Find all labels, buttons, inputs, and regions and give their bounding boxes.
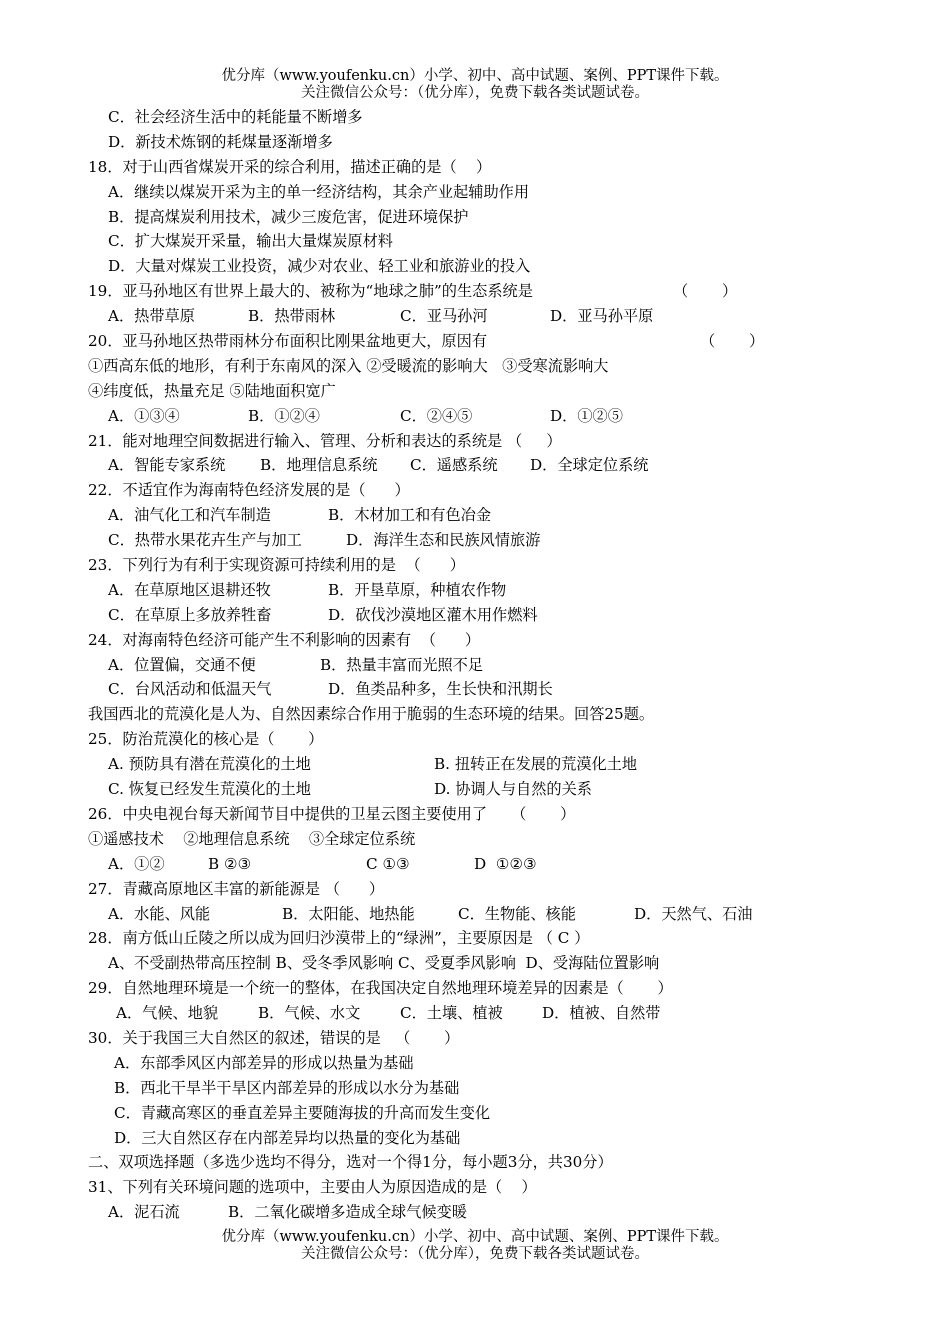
option-b-20: B．①②④ bbox=[248, 406, 320, 425]
question-29: 29．自然地理环境是一个统一的整体，在我国决定自然地理环境差异的因素是（ ） bbox=[88, 979, 673, 998]
options-25-row-2 bbox=[88, 777, 888, 802]
question-31: 31、下列有关环境问题的选项中，主要由人为原因造成的是（ ） bbox=[88, 1178, 537, 1197]
question-19-text: 19．亚马孙地区有世界上最大的、被称为“地球之肺”的生态系统是 bbox=[88, 282, 533, 301]
options-28: A、不受副热带高压控制 B、受冬季风影响 C、受夏季风影响 D、受海陆位置影响 bbox=[108, 954, 660, 973]
options-26 bbox=[88, 852, 888, 877]
question-20-reason-1: ①西高东低的地形，有利于东南风的深入 ②受暖流的影响大 ③受寒流影响大 bbox=[88, 356, 609, 375]
footer-line-1: 优分库（www.youfenku.cn）小学、初中、高中试题、案例、PPT课件下载。 bbox=[221, 1229, 729, 1245]
option-b-31: B．二氧化碳增多造成全球气候变暖 bbox=[228, 1203, 467, 1222]
option-a-23: A．在草原地区退耕还牧 bbox=[108, 580, 271, 599]
option-d-24: D．鱼类品种多，生长快和汛期长 bbox=[328, 680, 553, 699]
option-a-22: A．油气化工和汽车制造 bbox=[108, 506, 271, 525]
question-18: 18．对于山西省煤炭开采的综合利用，描述正确的是（ ） bbox=[88, 157, 492, 176]
question-23: 23．下列行为有利于实现资源可持续利用的是 （ ） bbox=[88, 556, 465, 575]
option-d-30: D．三大自然区存在内部差异均以热量的变化为基础 bbox=[114, 1128, 461, 1147]
option-b-19: B．热带雨林 bbox=[248, 307, 336, 326]
question-22: 22．不适宜作为海南特色经济发展的是（ ） bbox=[88, 481, 410, 500]
question-20-text: 20．亚马孙地区热带雨林分布面积比刚果盆地更大，原因有 bbox=[88, 332, 488, 351]
option-d-29: D．植被、自然带 bbox=[542, 1004, 661, 1023]
option-b-30: B．西北干旱半干旱区内部差异的形成以水分为基础 bbox=[114, 1078, 460, 1097]
options-23-row-1 bbox=[88, 578, 888, 603]
option-a-18: A．继续以煤炭开采为主的单一经济结构，其余产业起辅助作用 bbox=[108, 182, 530, 201]
question-body bbox=[88, 105, 888, 1225]
options-20 bbox=[88, 404, 888, 429]
option-b-26: B ②③ bbox=[208, 854, 252, 873]
question-28: 28．南方低山丘陵之所以成为回归沙漠带上的“绿洲”，主要原因是 （ C ） bbox=[88, 929, 590, 948]
option-b-25: B. 扭转正在发展的荒漠化土地 bbox=[434, 755, 638, 774]
option-a-26: A．①② bbox=[108, 854, 165, 873]
option-b-22: B．木材加工和有色冶金 bbox=[328, 506, 492, 525]
options-29 bbox=[88, 1001, 888, 1026]
question-26: 26．中央电视台每天新闻节目中提供的卫星云图主要使用了 （ ） bbox=[88, 804, 576, 823]
option-b-23: B．开垦草原，种植农作物 bbox=[328, 580, 507, 599]
header-line-2: 关注微信公众号：（优分库），免费下载各类试题试卷。 bbox=[301, 85, 649, 101]
option-a-20: A．①③④ bbox=[108, 406, 180, 425]
passage-25: 我国西北的荒漠化是人为、自然因素综合作用于脆弱的生态环境的结果。回答25题。 bbox=[88, 705, 655, 724]
question-27: 27．青藏高原地区丰富的新能源是 （ ） bbox=[88, 879, 385, 898]
option-d-25: D. 协调人与自然的关系 bbox=[434, 780, 592, 799]
options-27 bbox=[88, 902, 888, 927]
option-a-25: A. 预防具有潜在荒漠化的土地 bbox=[108, 755, 311, 774]
option-c-30: C．青藏高寒区的垂直差异主要随海拔的升高而发生变化 bbox=[114, 1103, 491, 1122]
option-c-27: C．生物能、核能 bbox=[458, 904, 576, 923]
option-c-22: C．热带水果花卉生产与加工 bbox=[108, 531, 302, 550]
page-footer bbox=[0, 1229, 950, 1263]
option-d-27: D．天然气、石油 bbox=[634, 904, 753, 923]
option-d-19: D．亚马孙平原 bbox=[550, 307, 654, 326]
options-22-row-1 bbox=[88, 503, 888, 528]
option-a-21: A．智能专家系统 bbox=[108, 456, 226, 475]
question-25: 25．防治荒漠化的核心是（ ） bbox=[88, 730, 324, 749]
option-c-24: C．台风活动和低温天气 bbox=[108, 680, 272, 699]
options-21 bbox=[88, 453, 888, 478]
question-20-blank: （ ） bbox=[700, 332, 765, 351]
option-b-18: B．提高煤炭利用技术，减少三废危害，促进环境保护 bbox=[108, 207, 469, 226]
question-21: 21．能对地理空间数据进行输入、管理、分析和表达的系统是 （ ） bbox=[88, 431, 562, 450]
option-a-29: A．气候、地貌 bbox=[116, 1004, 219, 1023]
option-c-17: C．社会经济生活中的耗能量不断增多 bbox=[108, 108, 363, 126]
option-a-30: A．东部季风区内部差异的形成以热量为基础 bbox=[114, 1053, 414, 1072]
question-20 bbox=[88, 329, 888, 354]
option-c-19: C．亚马孙河 bbox=[400, 307, 488, 326]
question-19 bbox=[88, 279, 888, 304]
options-25-row-1 bbox=[88, 752, 888, 777]
option-b-21: B．地理信息系统 bbox=[260, 456, 378, 475]
option-c-25: C. 恢复已经发生荒漠化的土地 bbox=[108, 780, 311, 799]
option-b-27: B．太阳能、地热能 bbox=[282, 904, 415, 923]
option-a-31: A．泥石流 bbox=[108, 1203, 180, 1222]
option-c-18: C．扩大煤炭开采量，输出大量煤炭原材料 bbox=[108, 232, 393, 251]
header-line-1: 优分库（www.youfenku.cn）小学、初中、高中试题、案例、PPT课件下载。 bbox=[221, 68, 729, 84]
option-d-20: D．①②⑤ bbox=[550, 406, 623, 425]
question-20-reason-2: ④纬度低，热量充足 ⑤陆地面积宽广 bbox=[88, 381, 336, 400]
option-d-21: D．全球定位系统 bbox=[530, 456, 649, 475]
footer-line-2: 关注微信公众号：（优分库），免费下载各类试题试卷。 bbox=[301, 1246, 649, 1262]
options-31 bbox=[88, 1200, 888, 1225]
page-header bbox=[0, 68, 950, 102]
options-23-row-2 bbox=[88, 603, 888, 628]
option-a-24: A．位置偏，交通不便 bbox=[108, 655, 256, 674]
options-22-row-2 bbox=[88, 528, 888, 553]
option-d-22: D．海洋生态和民族风情旅游 bbox=[346, 531, 541, 550]
option-a-27: A．水能、风能 bbox=[108, 904, 211, 923]
option-b-24: B．热量丰富而光照不足 bbox=[320, 655, 484, 674]
section-heading-2: 二、双项选择题（多选少选均不得分，选对一个得1分，每小题3分，共30分） bbox=[88, 1153, 613, 1172]
option-d-26: D ①②③ bbox=[474, 854, 537, 873]
question-24: 24．对海南特色经济可能产生不利影响的因素有 （ ） bbox=[88, 630, 481, 649]
option-b-29: B．气候、水文 bbox=[258, 1004, 361, 1023]
option-c-20: C．②④⑤ bbox=[400, 406, 473, 425]
option-a-19: A．热带草原 bbox=[108, 307, 195, 326]
option-c-26: C ①③ bbox=[366, 854, 410, 873]
question-26-items: ①遥感技术 ②地理信息系统 ③全球定位系统 bbox=[88, 829, 416, 848]
option-d-17: D．新技术炼钢的耗煤量逐渐增多 bbox=[108, 132, 333, 151]
question-19-blank: （ ） bbox=[673, 282, 738, 301]
options-24-row-2 bbox=[88, 677, 888, 702]
option-c-23: C．在草原上多放养牲畜 bbox=[108, 605, 272, 624]
option-d-18: D．大量对煤炭工业投资，减少对农业、轻工业和旅游业的投入 bbox=[108, 257, 531, 276]
option-d-23: D．砍伐沙漠地区灌木用作燃料 bbox=[328, 605, 538, 624]
question-30: 30．关于我国三大自然区的叙述，错误的是 （ ） bbox=[88, 1028, 460, 1047]
option-c-29: C．土壤、植被 bbox=[400, 1004, 503, 1023]
options-24-row-1 bbox=[88, 653, 888, 678]
options-19 bbox=[88, 304, 888, 329]
option-c-21: C．遥感系统 bbox=[410, 456, 498, 475]
